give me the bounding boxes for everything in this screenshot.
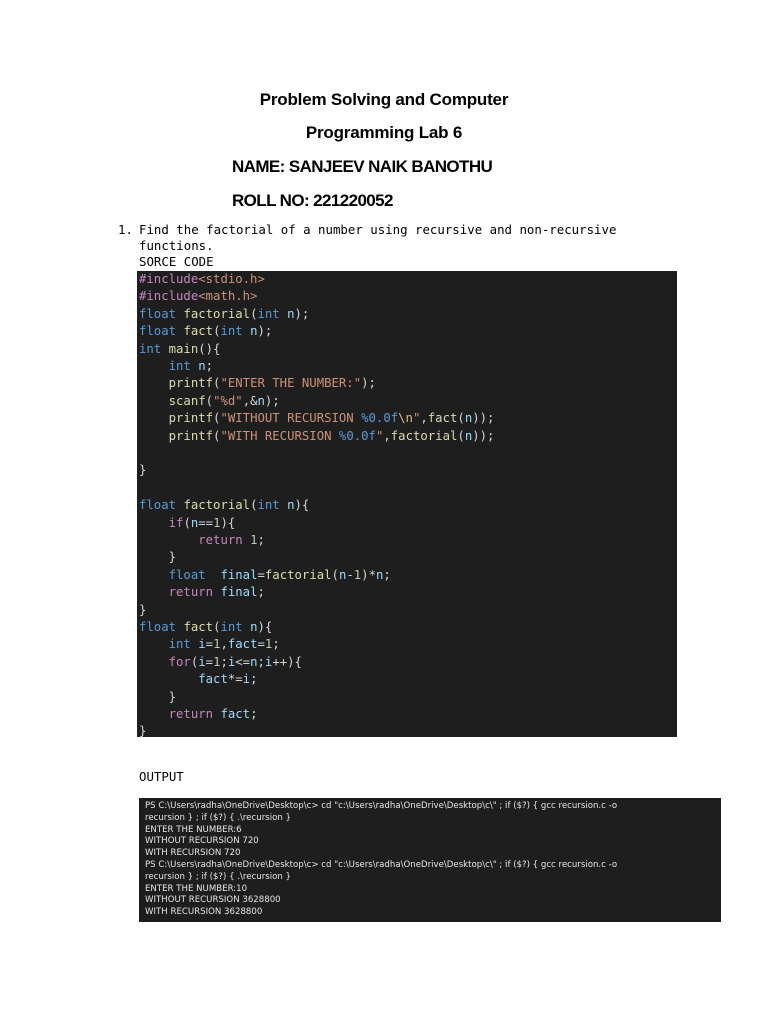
code-token: } xyxy=(139,689,177,704)
code-token: float xyxy=(139,324,177,339)
source-code-block xyxy=(137,271,677,737)
code-token xyxy=(206,568,221,582)
code-token: ; xyxy=(257,654,265,669)
code-token: printf xyxy=(168,428,214,443)
code-token: ( xyxy=(213,411,221,426)
question-text: Find the factorial of a number using recursive and non-recursive functions. xyxy=(139,222,617,253)
code-token: ; xyxy=(220,654,228,669)
code-token: ( xyxy=(250,306,258,321)
code-token: ; xyxy=(250,672,258,687)
code-token: 1 xyxy=(213,515,221,530)
code-token: <= xyxy=(235,654,251,669)
code-line xyxy=(139,549,176,566)
code-token: int xyxy=(257,306,280,321)
code-token: *= xyxy=(227,672,243,687)
roll-number: ROLL NO: 221220052 xyxy=(232,191,393,210)
code-token: ( xyxy=(190,654,199,669)
code-line xyxy=(139,706,257,723)
terminal-line: ENTER THE NUMBER:10 xyxy=(145,883,248,894)
code-token xyxy=(139,655,169,669)
code-token: 1 xyxy=(353,567,362,582)
code-token: 1 xyxy=(264,637,273,652)
code-token: ,& xyxy=(242,393,258,408)
code-token: fact xyxy=(227,637,258,652)
code-token: int xyxy=(220,620,243,634)
code-token: float xyxy=(168,567,206,582)
terminal-line: recursion } ; if ($?) { .\recursion } xyxy=(145,871,292,882)
code-token xyxy=(243,620,250,634)
code-token: n xyxy=(287,306,295,321)
code-token: int xyxy=(257,498,280,513)
terminal-output xyxy=(139,798,721,922)
code-token: n xyxy=(250,324,258,339)
code-token: ){ xyxy=(220,515,236,530)
code-token: for xyxy=(168,654,191,669)
code-token: ++){ xyxy=(272,654,302,669)
code-token: i xyxy=(227,654,236,669)
code-token: return xyxy=(168,707,214,721)
code-line xyxy=(139,515,235,532)
code-token: fact xyxy=(220,707,251,721)
code-token: int xyxy=(220,324,243,339)
code-token: ( xyxy=(213,376,221,391)
code-token: "%d" xyxy=(213,393,243,408)
code-token: " xyxy=(375,428,384,443)
code-line xyxy=(139,532,265,549)
code-token: scanf xyxy=(168,393,206,408)
code-token: = xyxy=(205,637,214,652)
code-token: ; xyxy=(250,707,258,721)
question-number: 1. xyxy=(118,222,133,237)
code-line xyxy=(139,462,146,479)
code-token: )* xyxy=(361,567,376,582)
code-token: 1 xyxy=(250,533,258,547)
terminal-line: ENTER THE NUMBER:6 xyxy=(145,824,242,835)
code-token: fact xyxy=(198,672,228,687)
code-token: float xyxy=(139,498,177,513)
code-token: %0.0f xyxy=(338,428,376,443)
code-token: int xyxy=(168,359,191,373)
code-token xyxy=(243,533,250,547)
terminal-line: WITHOUT RECURSION 3628800 xyxy=(145,895,281,906)
code-line xyxy=(139,271,265,288)
code-token: ( xyxy=(213,324,221,339)
code-line xyxy=(139,306,309,323)
code-token: ); xyxy=(361,376,376,391)
code-token xyxy=(139,516,169,530)
terminal-line: PS C:\Users\radha\OneDrive\Desktop\c> cd "c:\Users\radha\OneDrive\Desktop\c\" ; if ($?) { gcc recursion.c -o xyxy=(145,801,618,811)
code-token: printf xyxy=(168,376,214,391)
code-token: ); xyxy=(294,306,310,321)
code-line xyxy=(139,323,272,340)
code-token xyxy=(139,672,198,686)
code-token: i xyxy=(198,654,206,669)
source-code-label: SORCE CODE xyxy=(139,254,214,269)
code-token: 1 xyxy=(213,654,221,669)
code-token: ); xyxy=(264,393,280,408)
code-line xyxy=(139,689,176,706)
code-token xyxy=(139,376,169,390)
code-line xyxy=(139,375,376,392)
code-token: <stdio.h> xyxy=(198,272,265,286)
code-token: #include xyxy=(139,272,199,286)
code-token: ( xyxy=(331,567,339,582)
code-token: return xyxy=(198,533,243,547)
code-token: final xyxy=(220,567,258,582)
code-token: = xyxy=(205,654,214,669)
code-token: n xyxy=(257,393,265,408)
code-token: printf xyxy=(168,411,214,426)
code-token xyxy=(280,498,287,512)
code-token: ; xyxy=(257,585,265,600)
code-token: int xyxy=(139,341,162,356)
code-line xyxy=(139,654,302,671)
code-token: ; xyxy=(257,533,265,547)
code-token: )); xyxy=(472,411,495,426)
code-token: n xyxy=(464,428,473,443)
code-token: n xyxy=(198,359,206,373)
code-token: ; xyxy=(383,567,391,582)
code-token: , xyxy=(420,411,428,426)
terminal-line: WITH RECURSION 720 xyxy=(145,848,241,859)
code-line xyxy=(139,723,146,740)
code-token xyxy=(161,342,168,356)
code-line xyxy=(139,497,309,514)
code-token: "ENTER THE NUMBER:" xyxy=(220,376,362,391)
terminal-line: PS C:\Users\radha\OneDrive\Desktop\c> cd "c:\Users\radha\OneDrive\Desktop\c\" ; if ($?) { gcc recursion.c -o xyxy=(145,859,618,870)
code-token: factorial xyxy=(183,498,251,513)
code-token: float xyxy=(139,306,177,321)
code-token: 1 xyxy=(213,637,221,652)
code-token: ; xyxy=(272,637,280,652)
code-line xyxy=(139,428,494,445)
code-token: fact xyxy=(183,620,214,634)
code-token: float xyxy=(139,620,177,634)
code-token xyxy=(139,533,198,547)
code-token: i xyxy=(198,637,206,652)
code-token: n xyxy=(250,620,258,634)
code-line xyxy=(139,288,257,305)
code-token: i xyxy=(242,672,251,687)
code-token: ( xyxy=(457,411,465,426)
code-token xyxy=(139,359,169,373)
code-token: " xyxy=(412,411,421,426)
code-token: , xyxy=(383,428,391,443)
code-line xyxy=(139,619,272,636)
code-token: - xyxy=(346,567,354,582)
code-token: final xyxy=(220,585,258,600)
code-token: (){ xyxy=(198,341,221,356)
code-token: #include xyxy=(139,289,199,304)
code-line xyxy=(139,393,280,410)
code-token xyxy=(139,707,169,721)
code-token: ; xyxy=(205,359,214,373)
code-token: int xyxy=(168,637,191,652)
code-token: } xyxy=(139,550,177,565)
code-token: ( xyxy=(213,428,221,443)
code-line xyxy=(139,584,265,601)
code-token: = xyxy=(257,637,265,652)
code-token xyxy=(139,637,169,651)
code-line xyxy=(139,671,257,688)
code-token xyxy=(139,394,169,408)
terminal-line: recursion } ; if ($?) { .\recursion } xyxy=(145,812,292,823)
code-token: = xyxy=(257,567,265,582)
code-token xyxy=(280,307,287,321)
code-line xyxy=(139,341,220,358)
code-token xyxy=(139,585,169,599)
code-token: fact xyxy=(427,411,458,426)
code-token: factorial xyxy=(264,567,332,582)
code-token: , xyxy=(220,637,228,652)
code-token: ( xyxy=(183,515,191,530)
code-token: <math.h> xyxy=(198,289,258,304)
student-name: NAME: SANJEEV NAIK BANOTHU xyxy=(232,157,493,176)
code-line xyxy=(139,410,494,427)
terminal-line: WITH RECURSION 3628800 xyxy=(145,907,263,918)
code-token: i xyxy=(264,654,273,669)
code-line xyxy=(139,602,146,619)
code-token: "WITHOUT RECURSION xyxy=(220,411,362,426)
code-token: if xyxy=(168,515,184,530)
code-token xyxy=(139,568,169,582)
code-token: ); xyxy=(257,324,273,339)
code-line xyxy=(139,567,391,584)
title-line-1: Problem Solving and Computer xyxy=(259,90,509,109)
title-line-2: Programming Lab 6 xyxy=(305,123,463,142)
code-token: ( xyxy=(213,620,221,634)
code-token xyxy=(139,411,169,425)
code-token: factorial xyxy=(183,306,251,321)
code-token: ){ xyxy=(257,620,273,634)
output-label: OUTPUT xyxy=(139,769,184,784)
terminal-line: WITHOUT RECURSION 720 xyxy=(145,836,259,847)
code-token xyxy=(139,429,169,443)
code-token: %0.0f xyxy=(361,411,399,426)
code-token: n xyxy=(375,567,384,582)
code-line xyxy=(139,636,280,653)
code-token: return xyxy=(168,585,214,600)
code-token: n xyxy=(338,567,347,582)
code-line xyxy=(139,358,213,375)
code-token: ( xyxy=(250,498,258,513)
code-token: n xyxy=(464,411,473,426)
code-token: n xyxy=(250,654,258,669)
code-token: main xyxy=(168,341,199,356)
code-token: } xyxy=(139,724,147,739)
code-token xyxy=(243,324,250,338)
code-token: \n xyxy=(398,411,413,426)
code-token: ( xyxy=(205,393,214,408)
code-token: == xyxy=(198,515,214,530)
code-token: factorial xyxy=(390,428,458,443)
code-token: ( xyxy=(457,428,465,443)
code-token: )); xyxy=(472,428,495,443)
code-token: n xyxy=(190,515,199,530)
code-token: } xyxy=(139,602,147,617)
code-token: fact xyxy=(183,324,214,339)
code-token: ){ xyxy=(294,498,310,513)
code-token: } xyxy=(139,463,147,478)
code-token: n xyxy=(287,498,295,513)
code-token: "WITH RECURSION xyxy=(220,428,339,443)
